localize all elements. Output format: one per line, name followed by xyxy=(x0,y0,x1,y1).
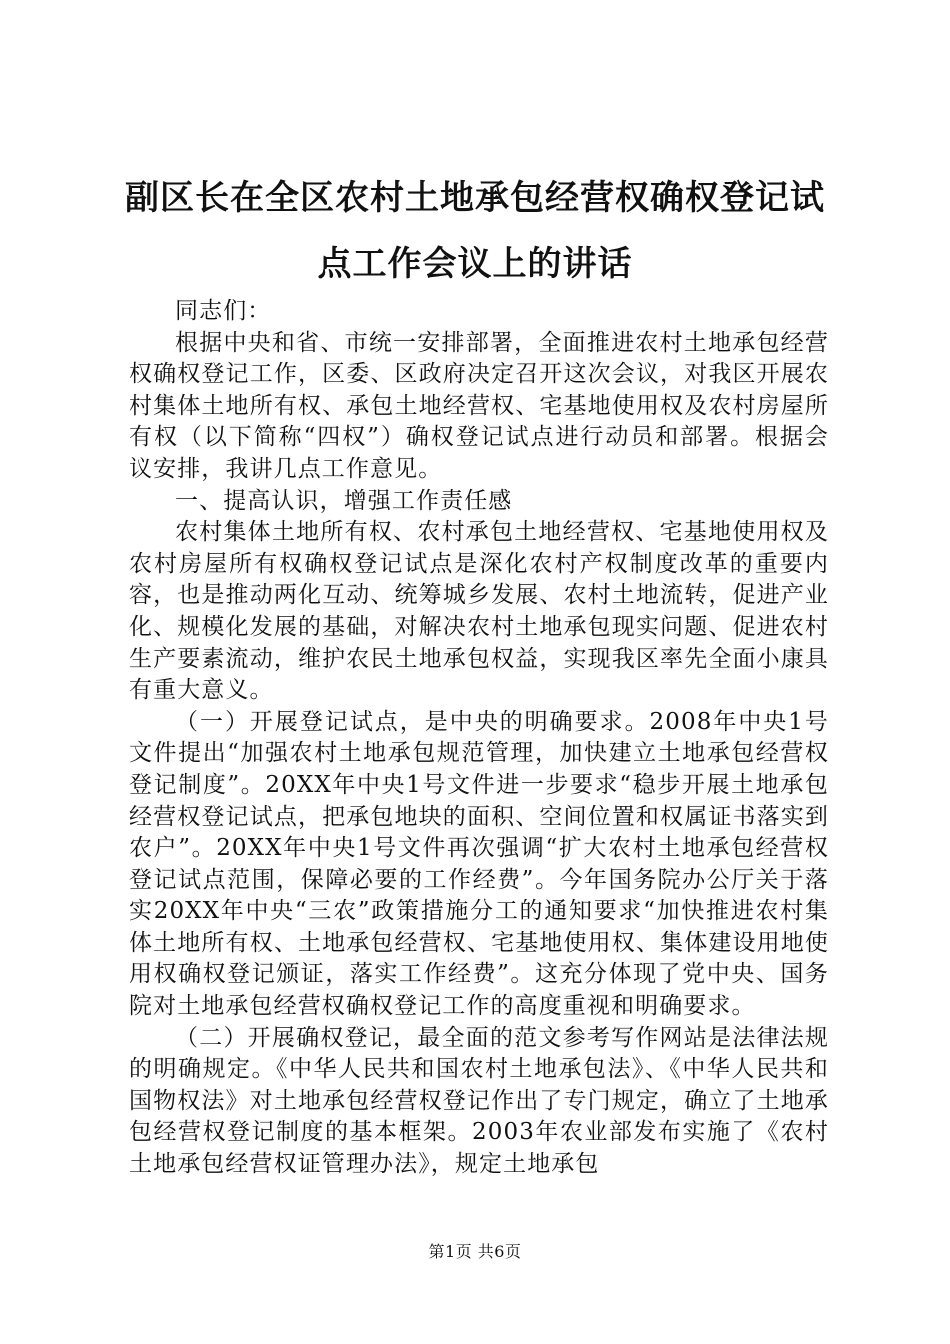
document-body xyxy=(129,296,829,1181)
salutation: 同志们： xyxy=(175,298,272,324)
section-heading-1: 一、提高认识，增强工作责任感 xyxy=(175,487,513,514)
body-paragraph-significance: 农村集体土地所有权、农村承包土地经营权、宅基地使用权及农村房屋所有权确权登记试点是深化农村产权制度改革的重要内容，也是推动两化互动、统筹城乡发展、农村土地流转，促进产业化、规模化发展的基础，对解决农村土地承包现实问题、促进农村生产要素流动，维护农民土地承包权益，实现我区率先全面小康具有重大意义。 xyxy=(129,519,829,704)
document-title xyxy=(110,165,840,297)
title-line-1: 副区长在全区农村土地承包经营权确权登记试 xyxy=(125,178,825,218)
title-line-2: 点工作会议上的讲话 xyxy=(317,244,633,284)
body-paragraph-intro: 根据中央和省、市统一安排部署，全面推进农村土地承包经营权确权登记工作，区委、区政府决定召开这次会议，对我区开展农村集体土地所有权、承包土地经营权、宅基地使用权及农村房屋所有权（以下简称“四权”）确权登记试点进行动员和部署。根据会议安排，我讲几点工作意见。 xyxy=(129,329,829,482)
body-paragraph-legal-provision: （二）开展确权登记，最全面的范文参考写作网站是法律法规的明确规定。《中华人民共和国农村土地承包法》、《中华人民共和国物权法》对土地承包经营权登记作出了专门规定，确立了土地承包经营权登记制度的基本框架。2003年农业部发布实施了《农村土地承包经营权证管理办法》，规定土地承包 xyxy=(129,1024,829,1178)
body-paragraph-central-requirement: （一）开展登记试点，是中央的明确要求。2008年中央1号文件提出“加强农村土地承包规范管理，加快建立土地承包经营权登记制度”。20XX年中央1号文件进一步要求“稳步开展土地承包经营权登记试点，把承包地块的面积、空间位置和权属证书落实到农户”。20XX年中央1号文件再次强调“扩大农村土地承包经营权登记试点范围，保障必要的工作经费”。今年国务院办公厅关于落实20XX年中央“三农”政策措施分工的通知要求“加快推进农村集体土地所有权、土地承包经营权、宅基地使用权、集体建设用地使用权确权登记颁证，落实工作经费”。这充分体现了党中央、国务院对土地承包经营权确权登记工作的高度重视和明确要求。 xyxy=(129,708,829,1020)
page-footer: 第1页 共6页 xyxy=(428,1242,522,1261)
